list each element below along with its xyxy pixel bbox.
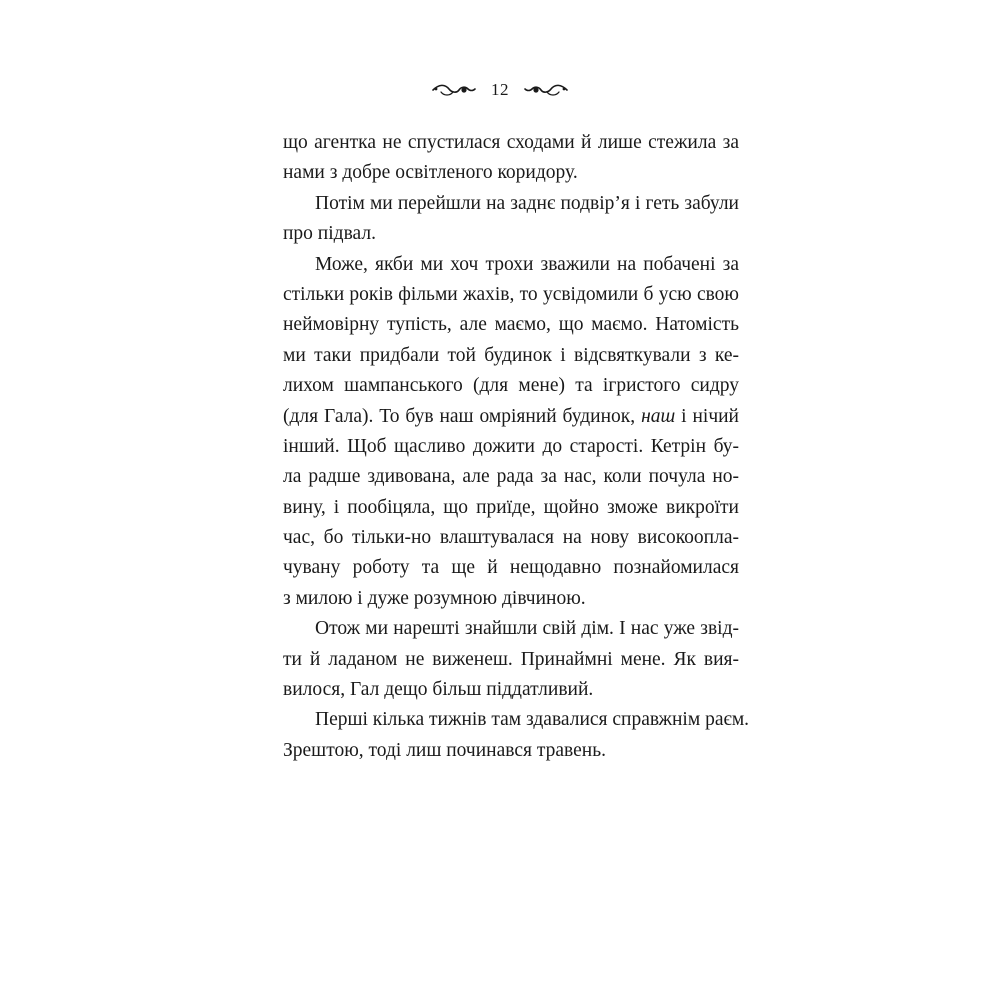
text-line: стільки років фільми жахів, то усвідомили б усю свою	[283, 283, 739, 305]
text-line: вилося, Гал дещо більш піддатливий.	[283, 679, 594, 701]
flourish-right-icon	[523, 81, 569, 99]
text-run: (для Гала). То був наш омріяний будинок,	[283, 405, 642, 427]
text-line: Потім ми перейшли на заднє подвір’я і геть забули	[315, 192, 739, 214]
flourish-left-icon	[431, 81, 477, 99]
text-line: ми таки придбали той будинок і відсвяткували з ке-	[283, 344, 739, 366]
text-line: лихом шампанського (для мене) та ігристого сидру	[283, 375, 739, 397]
text-line: час, бо тільки-но влаштувалася на нову високоопла-	[283, 527, 739, 549]
text-line: нами з добре освітленого коридору.	[283, 162, 578, 184]
text-line: Отож ми нарешті знайшли свій дім. І нас уже звід-	[315, 618, 739, 640]
text-line: Перші кілька тижнів там здавалися справжнім раєм.	[315, 709, 750, 731]
text-line: вину, і пообіцяла, що приїде, щойно зможе викроїти	[283, 496, 739, 518]
text-line: неймовірну тупість, але маємо, що маємо. Натомість	[283, 314, 739, 336]
text-line: про підвал.	[283, 223, 376, 245]
text-line	[283, 402, 739, 432]
text-line: Зрештою, тоді лиш починався травень.	[283, 739, 606, 761]
text-line: інший. Щоб щасливо дожити до старості. Кетрін бу-	[283, 435, 739, 457]
text-line: з милою і дуже розумною дівчиною.	[283, 587, 586, 609]
text-line: ла радше здивована, але рада за нас, коли почула но-	[283, 466, 739, 488]
page-number: 12	[491, 80, 509, 99]
emphasis-text: наш	[641, 405, 676, 427]
text-line: чувану роботу та ще й нещодавно познайомилася	[283, 557, 739, 579]
body-text	[283, 128, 750, 766]
running-head	[0, 80, 1000, 100]
text-line: ти й ладаном не виженеш. Принаймні мене. Як вия-	[283, 648, 739, 670]
text-line: Може, якби ми хоч трохи зважили на побачені за	[315, 253, 739, 275]
text-run: і нічий	[675, 405, 739, 427]
text-line: що агентка не спустилася сходами й лише стежила за	[283, 132, 739, 153]
